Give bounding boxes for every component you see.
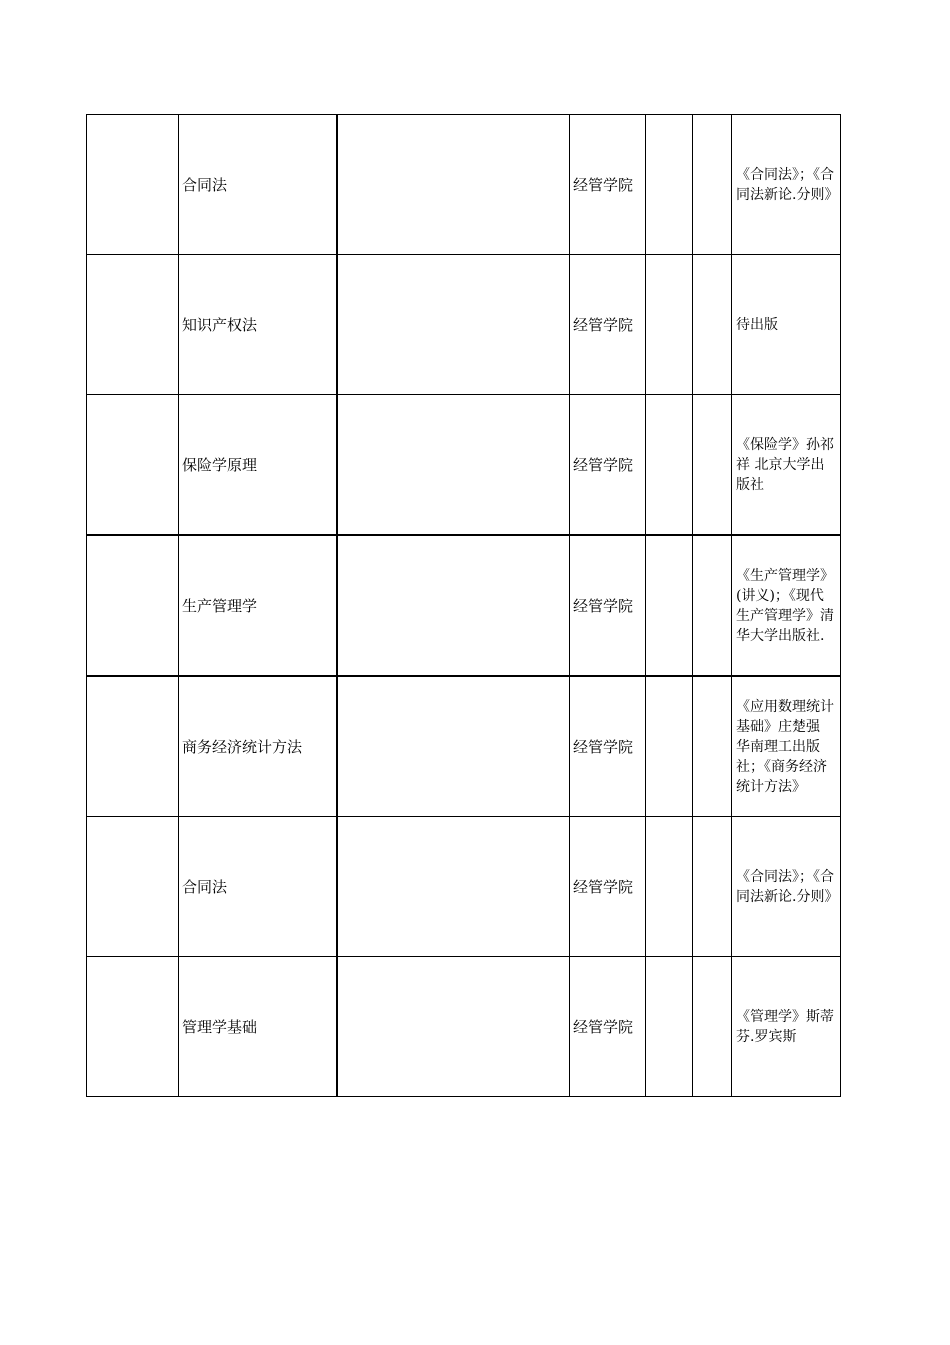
table-row [87, 676, 841, 817]
table-row [87, 255, 841, 395]
table-row [87, 395, 841, 536]
table-row [87, 115, 841, 255]
empty-cell [646, 957, 693, 1097]
course-name-cell: 生产管理学 [179, 535, 337, 676]
empty-cell [646, 676, 693, 817]
course-table [86, 114, 841, 1097]
textbook-cell: 《保险学》孙祁祥 北京大学出版社 [732, 395, 841, 536]
empty-cell [693, 255, 732, 395]
table-row [87, 817, 841, 957]
empty-cell [646, 395, 693, 536]
textbook-cell: 待出版 [732, 255, 841, 395]
course-name-cell: 知识产权法 [179, 255, 337, 395]
description-cell [337, 255, 570, 395]
description-cell [337, 115, 570, 255]
empty-cell [693, 957, 732, 1097]
empty-cell [693, 115, 732, 255]
department-cell: 经管学院 [570, 676, 646, 817]
description-cell [337, 957, 570, 1097]
department-cell: 经管学院 [570, 115, 646, 255]
course-name-cell: 商务经济统计方法 [179, 676, 337, 817]
empty-cell [693, 535, 732, 676]
index-cell [87, 817, 179, 957]
description-cell [337, 676, 570, 817]
textbook-cell: 《合同法》；《合同法新论.分则》 [732, 817, 841, 957]
course-name-cell: 合同法 [179, 817, 337, 957]
table-row [87, 535, 841, 676]
table-row [87, 957, 841, 1097]
textbook-cell: 《应用数理统计基础》庄楚强 华南理工出版社；《商务经济统计方法》 [732, 676, 841, 817]
department-cell: 经管学院 [570, 395, 646, 536]
textbook-cell: 《合同法》；《合同法新论.分则》 [732, 115, 841, 255]
description-cell [337, 817, 570, 957]
textbook-cell: 《生产管理学》(讲义)；《现代生产管理学》清华大学出版社. [732, 535, 841, 676]
index-cell [87, 535, 179, 676]
course-name-cell: 保险学原理 [179, 395, 337, 536]
department-cell: 经管学院 [570, 957, 646, 1097]
empty-cell [693, 676, 732, 817]
empty-cell [646, 115, 693, 255]
empty-cell [646, 255, 693, 395]
course-name-cell: 合同法 [179, 115, 337, 255]
textbook-cell: 《管理学》斯蒂芬.罗宾斯 [732, 957, 841, 1097]
empty-cell [693, 817, 732, 957]
index-cell [87, 255, 179, 395]
department-cell: 经管学院 [570, 535, 646, 676]
empty-cell [646, 817, 693, 957]
department-cell: 经管学院 [570, 255, 646, 395]
empty-cell [693, 395, 732, 536]
index-cell [87, 957, 179, 1097]
index-cell [87, 395, 179, 536]
department-cell: 经管学院 [570, 817, 646, 957]
course-name-cell: 管理学基础 [179, 957, 337, 1097]
description-cell [337, 395, 570, 536]
description-cell [337, 535, 570, 676]
empty-cell [646, 535, 693, 676]
index-cell [87, 676, 179, 817]
index-cell [87, 115, 179, 255]
